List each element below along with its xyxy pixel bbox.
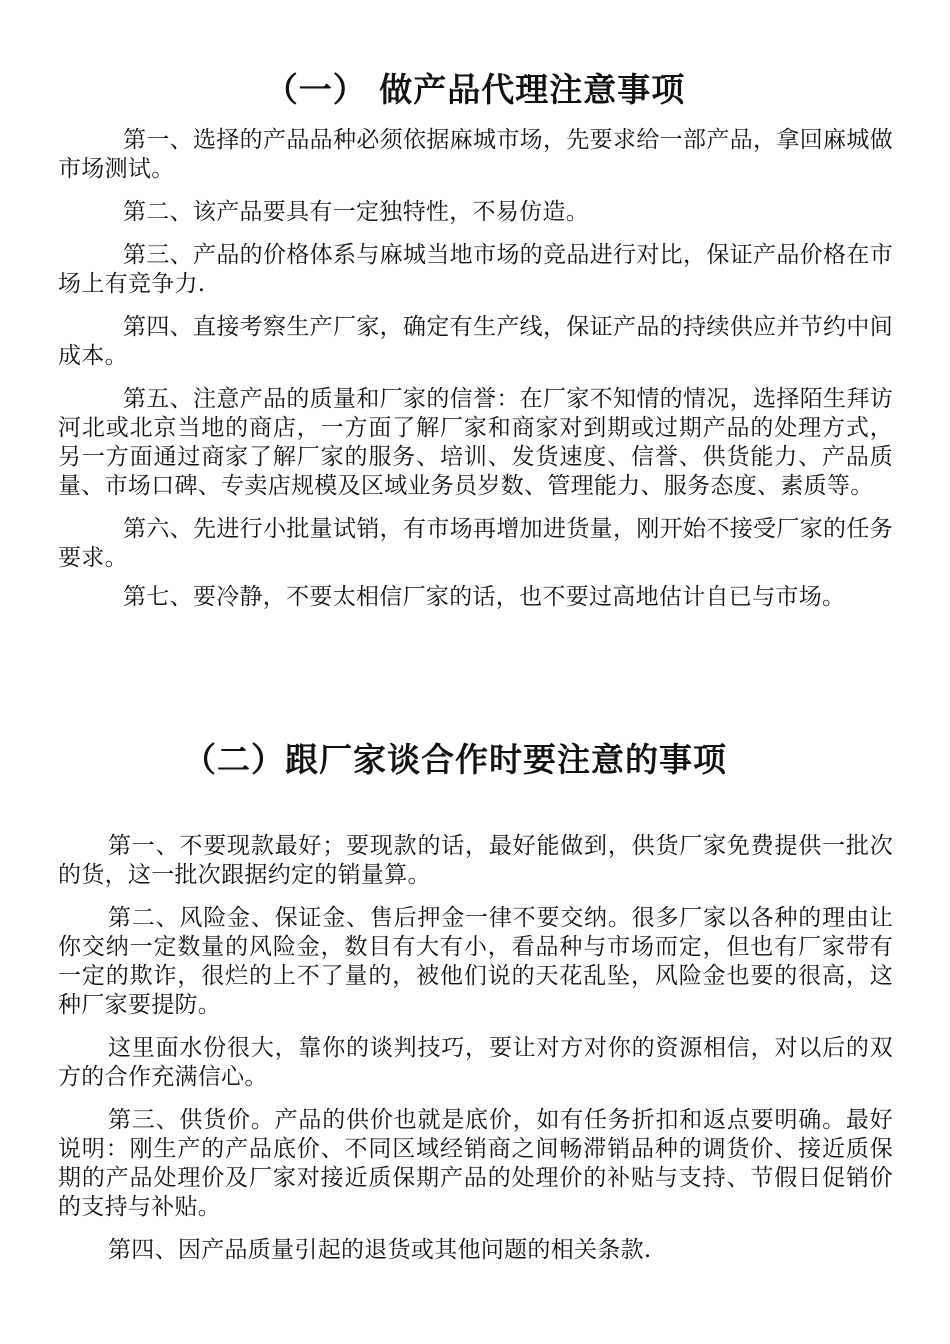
section2-body bbox=[58, 832, 893, 1279]
section2-item-4: 第三、供货价。产品的供价也就是底价，如有任务折扣和返点要明确。最好说明：刚生产的产品底价、不同区域经销商之间畅滞销品种的调货价、接近质保期的产品处理价及厂家对接近质保期产品的处理价的补贴与支持、节假日促销价的支持与补贴。 bbox=[58, 1107, 893, 1220]
section1-title: （一） 做产品代理注意事项 bbox=[264, 70, 686, 109]
section1-item-4: 第四、直接考察生产厂家，确定有生产线，保证产品的持续供应并节约中间成本。 bbox=[58, 314, 893, 369]
section2-item-1: 第一、不要现款最好；要现款的话，最好能做到，供货厂家免费提供一批次的货，这一批次跟据约定的销量算。 bbox=[58, 833, 893, 888]
section2-item-3: 这里面水份很大，靠你的谈判技巧，要让对方对你的资源相信，对以后的双方的合作充满信心。 bbox=[58, 1035, 893, 1090]
section1-body bbox=[58, 126, 893, 626]
section2-item-2: 第二、风险金、保证金、售后押金一律不要交纳。很多厂家以各种的理由让你交纳一定数量的风险金，数目有大有小，看品种与市场而定，但也有厂家带有一定的欺诈，很烂的上不了量的，被他们说的天花乱坠，风险金也要的很高，这种厂家要提防。 bbox=[58, 905, 893, 1018]
section1-item-2: 第二、该产品要具有一定独特性，不易仿造。 bbox=[123, 199, 589, 225]
section2-item-5: 第四、因产品质量引起的退货或其他问题的相关条款. bbox=[108, 1237, 652, 1263]
section1-item-5: 第五、注意产品的质量和厂家的信誉：在厂家不知情的情况，选择陌生拜访河北或北京当地的商店，一方面了解厂家和商家对到期或过期产品的处理方式，另一方面通过商家了解厂家的服务、培训、发货速度、信誉、供货能力、产品质量、市场口碑、专卖店规模及区域业务员岁数、管理能力、服务态度、素质等。 bbox=[58, 386, 893, 499]
section2-title: （二）跟厂家谈合作时要注意的事项 bbox=[183, 740, 727, 779]
section1-item-3: 第三、产品的价格体系与麻城当地市场的竞品进行对比，保证产品价格在市场上有竞争力. bbox=[58, 242, 893, 297]
section1-item-6: 第六、先进行小批量试销，有市场再增加进货量，刚开始不接受厂家的任务要求。 bbox=[58, 516, 893, 571]
section1-item-1: 第一、选择的产品品种必须依据麻城市场，先要求给一部产品，拿回麻城做市场测试。 bbox=[58, 127, 893, 182]
section1-item-7: 第七、要冷静，不要太相信厂家的话，也不要过高地估计自已与市场。 bbox=[123, 584, 846, 610]
